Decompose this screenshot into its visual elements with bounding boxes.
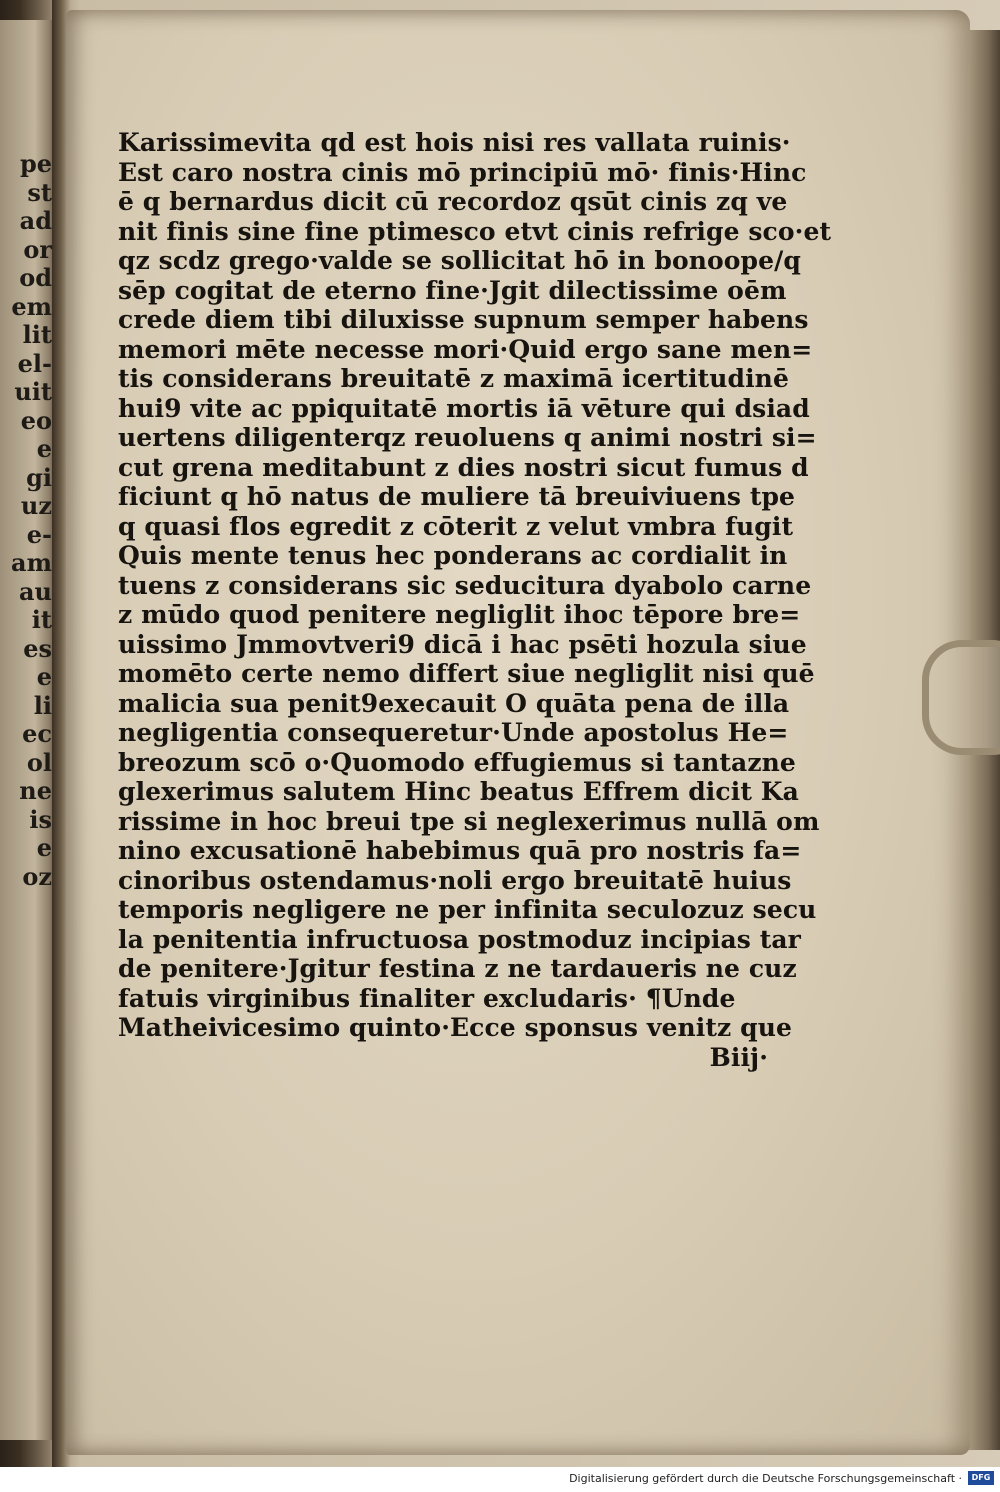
left-fragment: ol: [26, 747, 52, 777]
left-fragment: oz: [22, 861, 52, 891]
text-line: crede diem tibi diluxisse supnum semper habens: [118, 305, 809, 334]
left-fragment: li: [33, 690, 52, 720]
text-line: q quasi flos egredit z cōterit z velut vmbra fugit: [118, 511, 794, 541]
left-fragment: e: [36, 434, 52, 463]
left-fragment: eo: [20, 405, 52, 435]
text-line: uertens diligenterqz reuoluens q animi nostri si=: [118, 423, 817, 452]
text-line: tis considerans breuitatē z maximā icertitudinē: [118, 364, 789, 393]
left-fragment: it: [31, 605, 52, 634]
text-line: ficiunt q hō natus de muliere tā breuiviuens tpe: [118, 482, 796, 511]
text-line: tuens z considerans sic seducitura dyabolo carne: [118, 570, 812, 600]
footer-bar: [0, 1467, 1000, 1492]
left-fragment: el-: [17, 348, 52, 378]
left-fragment: es: [23, 633, 52, 663]
left-fragment: e: [36, 662, 52, 691]
text-line: Est caro nostra cinis mō principiū mō· finis·Hinc: [118, 157, 807, 187]
text-line: memori mēte necesse mori·Quid ergo sane men=: [118, 334, 813, 364]
text-line: qz scdz grego·valde se sollicitat hō in bonoope/q: [118, 246, 801, 275]
left-fragment: em: [11, 291, 52, 321]
text-line: Quis mente tenus hec ponderans ac cordialit in: [118, 541, 788, 570]
left-fragment: uz: [20, 491, 52, 520]
text-line: glexerimus salutem Hinc beatus Effrem dicit Ka: [118, 777, 799, 806]
text-line: malicia sua penit9execauit O quāta pena de illa: [118, 688, 790, 718]
text-line: Matheivicesimo quinto·Ecce sponsus venitz que: [118, 1013, 792, 1042]
left-fragment: pe: [19, 149, 52, 178]
text-line: Karissimevita qd est hois nisi res vallata ruinis·: [118, 128, 791, 157]
left-fragment: st: [27, 177, 52, 207]
text-line: hui9 vite ac ppiquitatē mortis iā vēture qui dsiad: [118, 393, 810, 423]
left-fragment: ne: [19, 776, 52, 805]
text-line: de penitere·Jgitur festina z ne tardaueris ne cuz: [118, 954, 797, 983]
left-fragment: lit: [22, 320, 52, 349]
left-fragment: uit: [14, 377, 52, 406]
left-fragment: au: [19, 576, 52, 606]
text-line: ē q bernardus dicit cū recordoz qsūt cinis zq ve: [118, 187, 788, 216]
text-line: temporis negligere ne per infinita seculozuz secu: [118, 895, 817, 924]
text-line: nit finis sine fine ptimesco etvt cinis refrige sco·et: [118, 216, 832, 246]
left-fragment: od: [19, 263, 52, 292]
left-fragment: e: [36, 833, 52, 862]
text-line: breozum scō o·Quomodo effugiemus si tantazne: [118, 747, 796, 777]
text-line: nino excusationē habebimus quā pro nostris fa=: [118, 836, 802, 865]
left-page-text-fragments: [2, 150, 52, 891]
left-fragment: gi: [26, 462, 52, 492]
text-line: cinoribus ostendamus·noli ergo breuitatē huius: [118, 865, 792, 895]
left-fragment: or: [23, 234, 52, 264]
left-fragment: ec: [22, 719, 52, 748]
text-line: Biij·: [709, 1042, 768, 1072]
left-fragment: e-: [26, 519, 52, 549]
left-fragment: ad: [19, 206, 52, 235]
dfg-logo-icon: DFG: [968, 1471, 994, 1485]
left-fragment: am: [11, 548, 52, 577]
book-clasp-loop: [922, 640, 1000, 755]
text-line: uissimo Jmmovtveri9 dicā i hac psēti hozula siue: [118, 629, 807, 659]
text-line: sēp cogitat de eterno fine·Jgit dilectissime oēm: [118, 275, 787, 305]
text-line: rissime in hoc breui tpe si neglexerimus nullā om: [118, 806, 820, 836]
footer-credit: Digitalisierung gefördert durch die Deutsche Forschungsgemeinschaft ·: [569, 1472, 962, 1485]
text-line: z mūdo quod penitere negliglit ihoc tēpore bre=: [118, 600, 801, 629]
text-line: la penitentia infructuosa postmoduz incipias tar: [118, 924, 801, 954]
text-line: momēto certe nemo differt siue negliglit nisi quē: [118, 659, 815, 688]
text-line: negligentia consequeretur·Unde apostolus He=: [118, 718, 789, 747]
text-line: fatuis virginibus finaliter excludaris· ¶Unde: [118, 983, 736, 1013]
left-page-edge: [0, 20, 58, 1440]
left-fragment: is: [29, 804, 52, 834]
page-text-block: [118, 128, 832, 1072]
text-line: cut grena meditabunt z dies nostri sicut fumus d: [118, 452, 809, 482]
